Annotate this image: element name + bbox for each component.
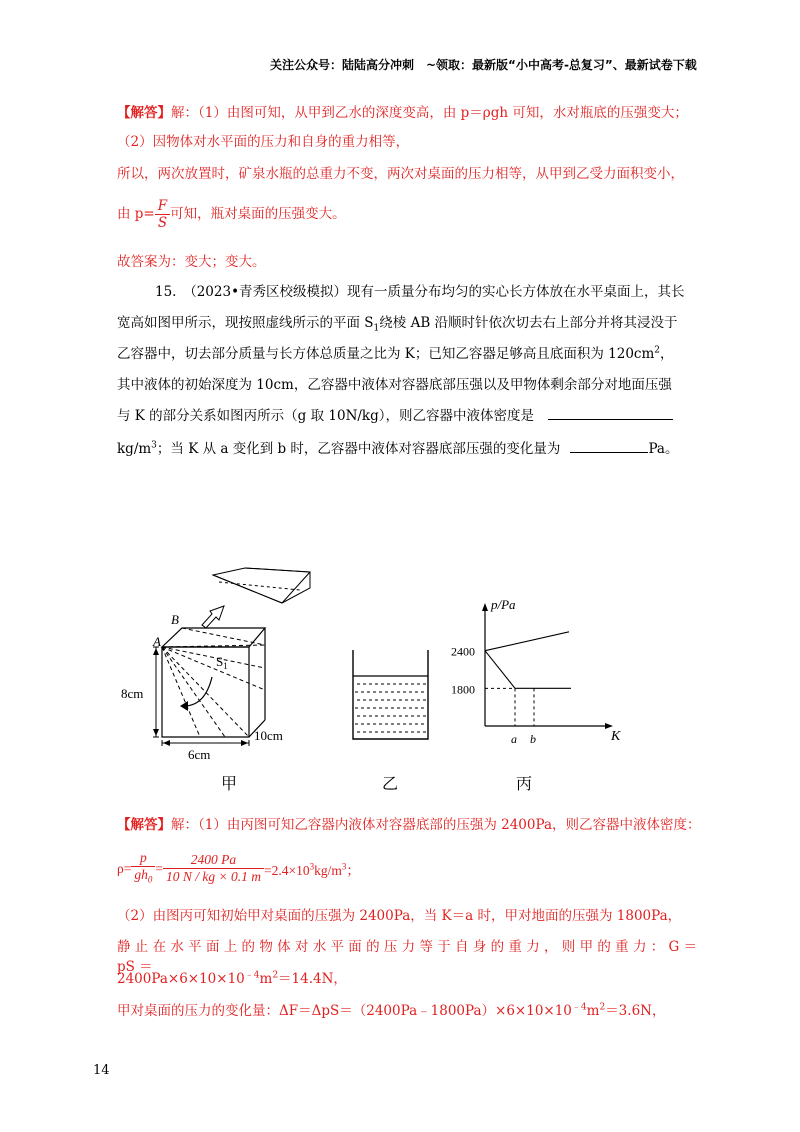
- y-tick-label-2400: 2400: [451, 644, 475, 659]
- rotation-arrow: [184, 677, 212, 706]
- solution-line5: $2400Pa\times 6\times 10\times 10^{﹣4}m^2=14.4N$，: [117, 970, 347, 987]
- page-header: 关注公众号：陆陆高分冲刺 ~领取：最新版“小中高考-总复习”、最新试卷下载: [270, 58, 697, 72]
- x-axis-label: K: [611, 729, 621, 744]
- density-formula: ρ= $\frac{p}{gh_0}$ = $\frac{2400 Pa}{10 N / kg \times 0.1 m}$ $=2.4\times 10^3kg/m^3$；: [117, 850, 360, 888]
- solution-line1: 【解答】解：（1）由丙图可知乙容器内液体对容器底部的压强为 2400Pa，则乙容器中液体密度：: [117, 817, 701, 833]
- label-height: 8cm: [121, 686, 144, 701]
- x-tick-label-b: b: [530, 732, 536, 746]
- solution-tag: 【解答】: [117, 817, 171, 833]
- cut-wedge: [213, 568, 310, 603]
- fraction-p-over-gh0: $\frac{p}{gh_0}$: [131, 850, 155, 888]
- liquid-hatching: [355, 684, 426, 732]
- q15-line6: $kg/m^3$；当 K 从 a 变化到 b 时，乙容器中液体对容器底部压强的变化量为 Pa。: [117, 440, 679, 457]
- label-a: A: [153, 634, 161, 649]
- answer14-line4: 由 p= $\frac{F}{S}$ 可知，瓶对桌面的压强变大。: [117, 198, 346, 231]
- answer14-line1: 【解答】解：（1）由图可知，从甲到乙水的深度变高，由 p＝ρgh 可知，水对瓶底的压强变大；: [117, 105, 688, 121]
- container: [353, 650, 428, 739]
- move-arrow: [202, 606, 224, 628]
- figure-bing-chart: [445, 588, 625, 758]
- answer-tag: 【解答】: [117, 105, 171, 121]
- q15-line1: 15. （2023•青秀区校级模拟）现有一质量分布均匀的实心长方体放在水平桌面上，其长: [155, 284, 685, 300]
- y-axis-label: p/Pa: [491, 597, 516, 612]
- q15-line4: 其中液体的初始深度为 10cm，乙容器中液体对容器底部压强以及甲物体剩余部分对地面压强: [117, 377, 672, 393]
- answer14-result: 故答案为：变大；变大。: [117, 254, 266, 270]
- chart-marks: [485, 632, 571, 726]
- caption-yi: 乙: [382, 774, 399, 793]
- solution-line4: 静 止 在 水 平 面 上 的 物 体 对 水 平 面 的 压 力 等 于 自 身 的 重 力 ， 则 甲 的 重 力 ： G ＝ pS ＝: [117, 939, 698, 975]
- label-width: 6cm: [188, 747, 211, 760]
- solution-line3: （2）由图丙可知初始甲对桌面的压强为 2400Pa，当 K＝a 时，甲对地面的压强为 1800Pa，: [117, 908, 682, 924]
- caption-bing: 丙: [516, 774, 533, 793]
- fraction-f-over-s: $\frac{F}{S}$: [155, 198, 170, 231]
- page-number: 14: [93, 1063, 110, 1078]
- label-depth: 10cm: [254, 728, 283, 743]
- q15-line3: 乙容器中，切去部分质量与长方体总质量之比为 K；已知乙容器足够高且底面积为 $120cm^2$，: [117, 345, 674, 362]
- series-line-1: [485, 632, 569, 651]
- caption-jia: 甲: [221, 774, 238, 793]
- answer-blank-density[interactable]: [548, 418, 673, 420]
- x-tick-label-a: a: [511, 732, 517, 746]
- y-axis-arrowhead: [482, 603, 488, 611]
- dimension-lines: [153, 647, 249, 746]
- chart-axes: [482, 603, 613, 729]
- figure-yi: [340, 640, 440, 760]
- label-s1: $S_1$: [216, 654, 228, 671]
- series-line-2: [485, 651, 571, 689]
- figure-jia: [120, 560, 320, 760]
- label-b: B: [171, 612, 179, 627]
- answer14-line2: （2）因物体对水平面的压力和自身的重力相等，: [117, 134, 410, 150]
- rotation-arrowhead: [180, 701, 188, 711]
- fraction-values: $\frac{2400 Pa}{10 N / kg \times 0.1 m}$: [163, 852, 264, 885]
- solution-line6: 甲对桌面的压力的变化量：$\Delta F=\Delta pS=(2400Pa﹣1800Pa)\times 6\times 10\times 10^{﹣4}m^2=3.6N$，: [117, 1002, 666, 1019]
- answer14-line3: 所以，两次放置时，矿泉水瓶的总重力不变，两次对桌面的压力相等，从甲到乙受力面积变小，: [117, 166, 684, 182]
- q15-line5: 与 K 的部分关系如图丙所示（g 取 10N/kg），则乙容器中液体密度是: [117, 404, 673, 424]
- answer-blank-pressure-change[interactable]: [570, 451, 648, 453]
- y-tick-label-1800: 1800: [451, 682, 475, 697]
- q15-line2: 宽高如图甲所示，现按照虚线所示的平面 $S_1$绕棱 AB 沿顺时针依次切去右上部分并将其浸没于: [117, 315, 678, 334]
